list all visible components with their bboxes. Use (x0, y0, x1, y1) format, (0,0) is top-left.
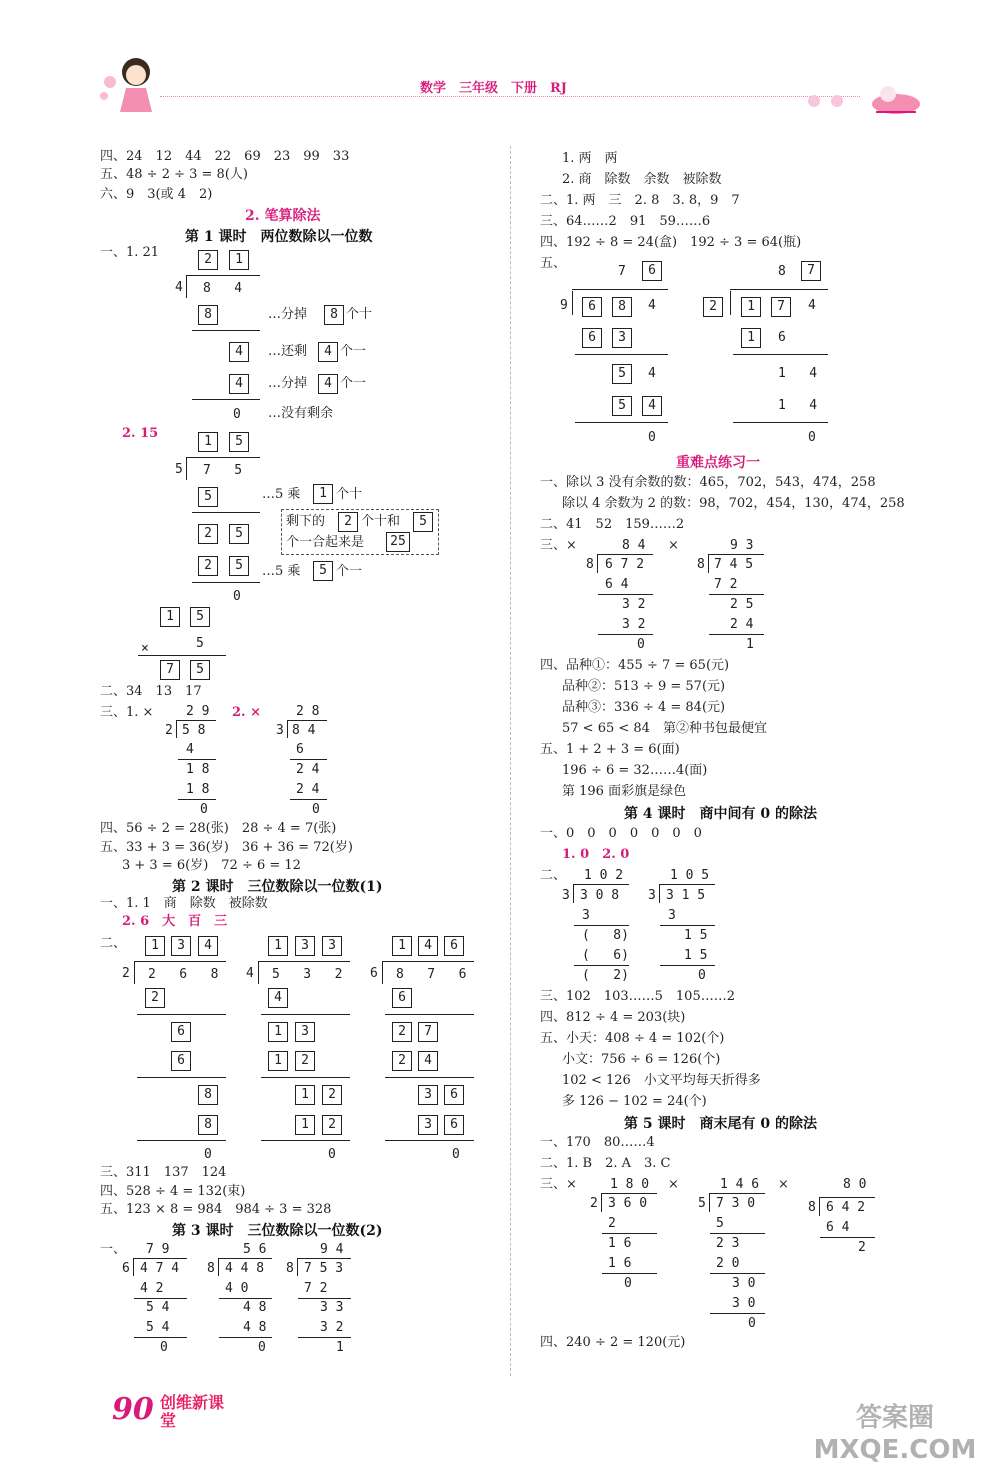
answer-box: 8 (324, 305, 344, 325)
dividend: 8 4 (203, 281, 243, 296)
answer-box: 2 (198, 250, 218, 270)
answer-line: 2. 15 (122, 426, 159, 441)
answer-box: 4 (318, 342, 338, 362)
answer-box: 1 (229, 250, 249, 270)
answer-line: 五、48 ÷ 2 ÷ 3 = 8(人) (100, 167, 248, 182)
answer-box: 4 (229, 342, 249, 362)
answer-line: 六、9 3(或 4 2) (100, 187, 213, 202)
answer-line: 一、1. 21 (100, 245, 160, 260)
answer-line: 四、24 12 44 22 69 23 99 33 (100, 149, 350, 164)
lesson-title: 第 1 课时 两位数除以一位数 (185, 229, 373, 245)
brand-logo: 创维新课堂 (160, 1393, 225, 1430)
lesson-title: 第 4 课时 商中间有 0 的除法 (624, 806, 817, 822)
answer-box: 8 (198, 305, 218, 325)
answer-box: 4 (318, 374, 338, 394)
lesson-title: 第 3 课时 三位数除以一位数(2) (172, 1223, 383, 1239)
lesson-title: 第 2 课时 三位数除以一位数(1) (172, 879, 383, 895)
lesson-title: 第 5 课时 商末尾有 0 的除法 (624, 1116, 817, 1132)
answer-box: 4 (229, 374, 249, 394)
girl-illustration (96, 52, 166, 114)
page-number: 90 (112, 1392, 154, 1427)
header-title: 数学 三年级 下册 RJ (420, 81, 567, 96)
header-line (160, 96, 860, 97)
divisor: 4 (175, 280, 183, 295)
section-title: 2. 笔算除法 (245, 208, 321, 224)
header-dots (808, 92, 843, 111)
bird-illustration (866, 82, 924, 116)
watermark: 答案圈 MXQE.COM (813, 1403, 977, 1465)
column-divider (510, 146, 511, 1376)
practice-title: 重难点练习一 (676, 455, 760, 471)
